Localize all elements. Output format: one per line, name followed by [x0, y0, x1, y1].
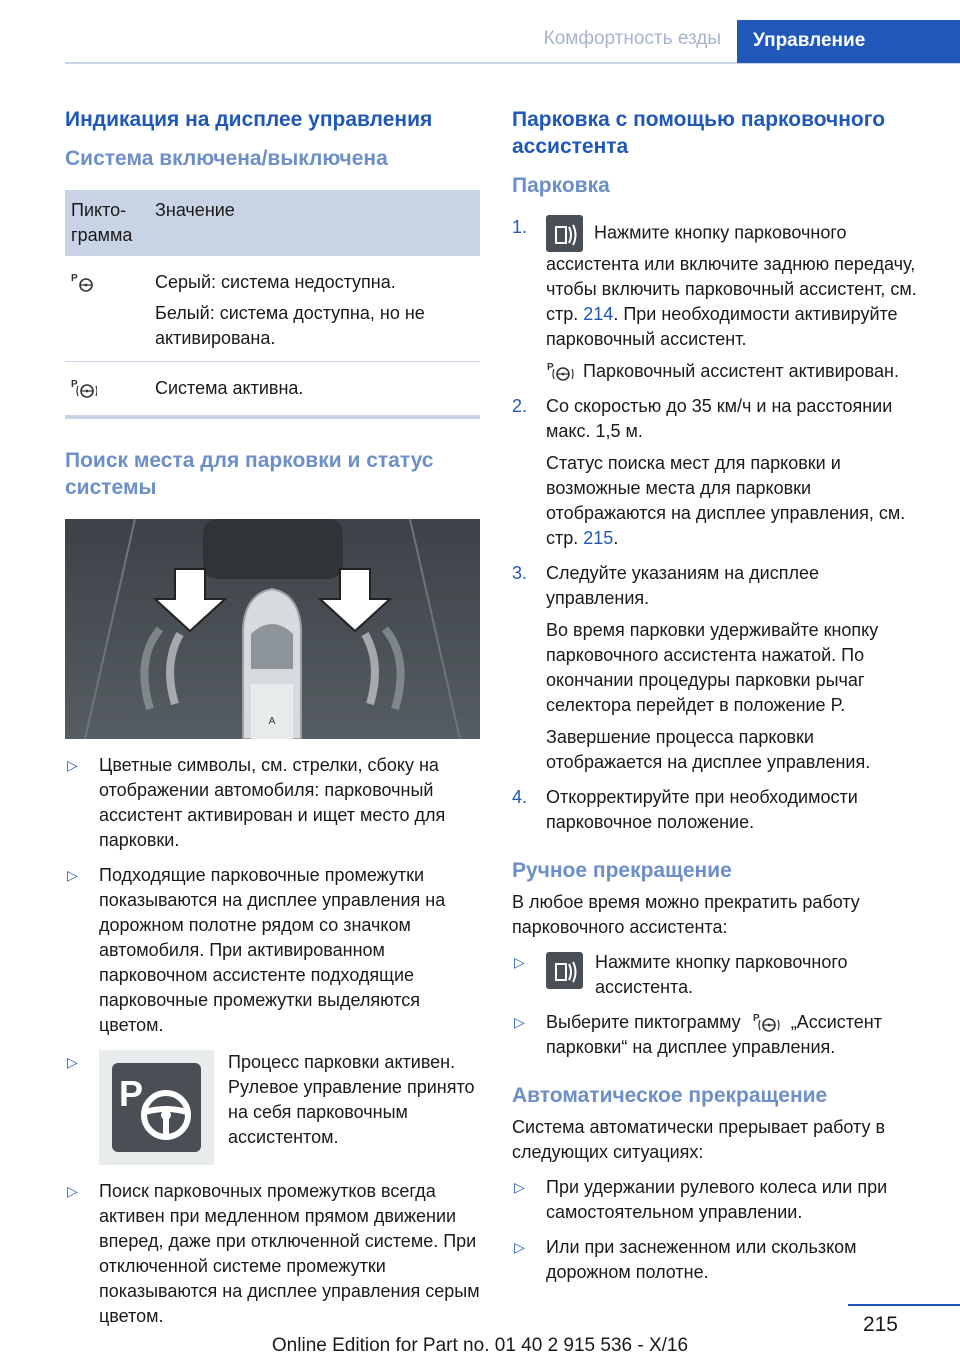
list-item: ▷ Или при заснеженном или скользком дорожном полотне. — [512, 1235, 927, 1285]
parking-button-icon — [546, 952, 583, 989]
svg-text:P: P — [71, 379, 78, 391]
svg-text:P: P — [119, 1073, 144, 1114]
bullet-arrow-icon: ▷ — [514, 1239, 525, 1255]
parking-assist-active-icon — [752, 1012, 780, 1034]
table-row — [65, 256, 480, 362]
svg-text:A: A — [268, 716, 276, 727]
bullet-arrow-icon: ▷ — [67, 757, 78, 773]
state-active: Система активна. — [155, 378, 304, 398]
edition-note: Online Edition for Part no. 01 40 2 915 536 - X/16 — [271, 1335, 689, 1356]
bullet-arrow-icon: ▷ — [67, 867, 78, 883]
parking-assist-active-icon — [546, 361, 574, 383]
footer-rule — [848, 1304, 960, 1306]
step-4: 4. Откорректируйте при необходимости парковочное положение. — [512, 787, 858, 832]
page-link-214[interactable]: 214 — [583, 304, 614, 324]
manual-stop-text: В любое время можно прекратить работу парковочного ассистента: — [512, 892, 860, 937]
left-column — [65, 100, 480, 1329]
list-item: ▷ Поиск парковочных промежутков всегда активен при медленном прямом движении вперед, даже при отключенной системе. При отключенной системе промежутки показываются на дисплее управления серым цветом. — [65, 1179, 480, 1329]
parking-assist-active-icon — [71, 378, 97, 400]
step-3: 3. Следуйте указаниям на дисплее управления. Во время парковки удерживайте кнопку парковочного ассистента нажатой. По окончании процедуры парковки рычаг селектора перейдет в положение P. Завершение процесса парковки отображается на дисплее управления. — [512, 563, 879, 772]
list-item: ▷ Цветные символы, см. стрелки, сбоку на отображении автомобиля: парковочный ассистент активирован и ищет место для парковки. — [65, 753, 480, 853]
state-grey: Серый: система недоступна. — [155, 272, 396, 292]
list-item: ▷ Подходящие парковочные промежутки показываются на дисплее управления на дорожном полотне рядом со значком автомобиля. При активированном парковочном ассистенте подходящие парковочные промежутки выделяются цветом. — [65, 863, 480, 1038]
col-pictogram: Пикто-грамма — [71, 200, 133, 245]
parking-button-icon — [546, 215, 583, 252]
bullet-arrow-icon: ▷ — [514, 954, 525, 970]
steering-parking-icon — [99, 1050, 214, 1165]
search-status-title: Поиск места для парковки и статус системы — [65, 449, 434, 499]
page-link-215[interactable]: 215 — [583, 528, 614, 548]
list-item: ▷ Выберите пиктограмму P „Ассистент парковки“ на дисплее управления. — [512, 1010, 927, 1060]
parking-subtitle: Парковка — [512, 174, 610, 197]
manual-stop-title: Ручное прекращение — [512, 859, 732, 882]
bullet3-text: Процесс парковки активен. Рулевое управление принято на себя парковочным ассистентом. — [228, 1052, 475, 1147]
parking-search-illustration — [65, 519, 480, 739]
pictogram-table — [65, 190, 480, 419]
right-column — [512, 100, 927, 1285]
bullet-arrow-icon: ▷ — [514, 1179, 525, 1195]
parking-assist-icon — [71, 272, 95, 294]
table-row — [65, 362, 480, 415]
bullet-arrow-icon: ▷ — [514, 1014, 525, 1030]
bullet-arrow-icon: ▷ — [67, 1054, 78, 1070]
svg-text:P: P — [71, 273, 78, 285]
col-meaning: Значение — [155, 200, 235, 220]
auto-stop-text: Система автоматически прерывает работу в следующих ситуациях: — [512, 1117, 886, 1162]
header-tab[interactable]: Управление — [737, 20, 960, 63]
system-onoff-title: Система включена/выключена — [65, 147, 388, 170]
step-1: 1. Нажмите кнопку парковочного ассистента или включите заднюю передачу, чтобы включить парковочный ассистент, см. стр. 214. При необходимости активируйте парковочный ассистент. P Парковочный ассистент активирован. — [512, 215, 927, 384]
page-number: 215 — [862, 1313, 898, 1336]
state-white: Белый: система доступна, но не активирована. — [155, 303, 425, 348]
list-item: ▷ Нажмите кнопку парковочного ассистента. — [512, 950, 927, 1000]
svg-text:P: P — [752, 1013, 760, 1025]
svg-text:P: P — [547, 362, 554, 374]
parking-assist-title: Парковка с помощью парковочного ассистента — [512, 108, 886, 158]
list-item — [65, 1050, 480, 1165]
table-header — [65, 190, 480, 256]
list-item: ▷ При удержании рулевого колеса или при самостоятельном управлении. — [512, 1175, 927, 1225]
step-2: 2. Со скоростью до 35 км/ч и на расстоянии макс. 1,5 м. Статус поиска мест для парковки и возможные места для парковки отображаются на дисплее управления, см. стр. 215. — [512, 396, 906, 548]
header-section[interactable]: Комфортность езды — [543, 28, 721, 49]
bullet-arrow-icon: ▷ — [67, 1183, 78, 1199]
display-title: Индикация на дисплее управления — [65, 108, 433, 131]
auto-stop-title: Автоматическое прекращение — [512, 1084, 828, 1107]
